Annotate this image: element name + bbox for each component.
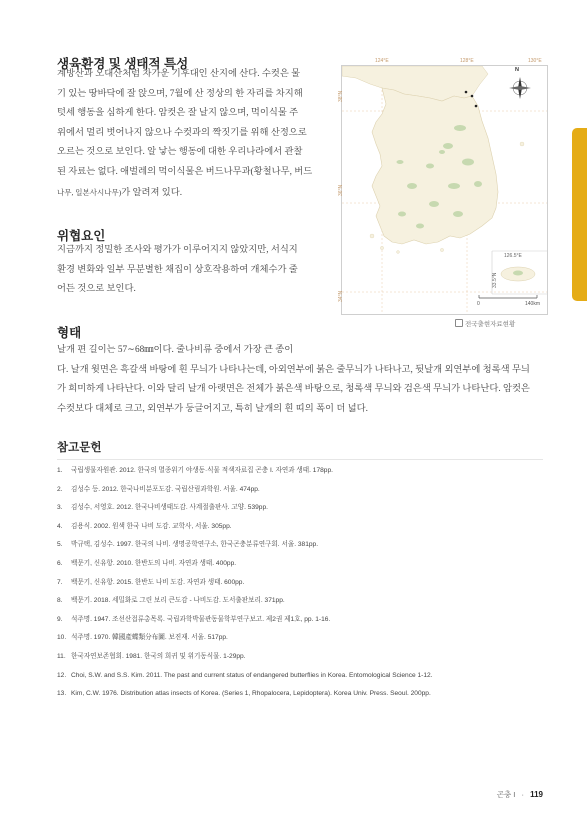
habitat-line (57, 183, 317, 204)
scale-bar (479, 295, 537, 298)
habitat-line: 위에서 멀리 벗어나지 않으나 수컷과의 짝짓기를 위해 산정으로 (57, 127, 307, 138)
form-line: 가 희미하게 나타난다. 이와 달리 날개 아랫면은 전체가 붉은색 바탕으로, 청록색 무늬와 검은색 무늬가 나타난다. 암컷은 (57, 384, 530, 395)
reference-item: 4. 김용식. 2002. 원색 한국 나비 도감. 교학사, 서울. 305pp. (57, 522, 232, 530)
threat-line: 환경 변화와 일부 무분별한 채집이 상호작용하여 개체수가 줄 (57, 264, 298, 275)
south-korea-region (372, 88, 498, 244)
north-label: N (515, 67, 519, 73)
occurrence-point (475, 105, 478, 108)
chapter-tab (572, 128, 587, 301)
host-plants-note: 나무, 일본사시나무) (57, 187, 122, 197)
reference-item: 9. 석주명. 1947. 조선산접류총목록. 국립과학박물관동물학부연구보고. 제2권 제1호, pp. 1-16. (57, 615, 331, 623)
reference-item: 6. 백문기, 신유항. 2010. 한반도의 나비. 자연과 생태. 400pp. (57, 559, 237, 567)
source-icon (455, 319, 463, 327)
lat-label: 38°N (338, 90, 344, 102)
lat-label: 34°N (338, 290, 344, 302)
threat-line: 지금까지 정밀한 조사와 평가가 이루어지지 않았지만, 서식지 (57, 245, 298, 255)
occurrence-point (471, 95, 474, 98)
lon-label: 128°E (460, 58, 474, 64)
reference-item: 10. 석주명. 1970. 韓國產蝶類分布圖. 보진재. 서울. 517pp. (57, 634, 228, 642)
form-line: 다. 날개 윗면은 흑갈색 바탕에 흰 무늬가 나타나는데, 아외연부에 붉은 줄무늬가 나타나고, 뒷날개 외연부에 청록색 무늬 (57, 364, 530, 375)
habitat-line: 기 있는 땅바닥에 잘 앉으며, 7월에 산 정상의 한 자리를 차지해 (57, 88, 303, 99)
reference-item: 2. 김성수 등. 2012. 한국나비분포도감. 국립산림과학원. 서울. 474pp. (57, 485, 260, 493)
habitat-line: 오르는 것으로 보인다. 알 낳는 행동에 대한 우리나라에서 관찰 (57, 147, 303, 158)
reference-item: 13. Kim, C.W. 1976. Distribution atlas insects of Korea. (Series 1, Rhopalocera, Lepidoptera). Korea Univ. Press. Seoul. 200pp. (57, 690, 431, 698)
map-caption-text: 전국출현자료현황 (465, 321, 516, 328)
lon-label: 130°E (528, 58, 542, 64)
threat-heading: 위협요인 (57, 229, 106, 243)
korea-map-svg (342, 66, 547, 314)
reference-item: 5. 박규택, 김성수. 1997. 한국의 나비. 생명공학연구소, 한국곤충분류연구회. 서울. 381pp. (57, 541, 319, 549)
occurrence-point (465, 91, 468, 94)
reference-item: 7. 백문기, 신유항. 2015. 한반도 나비 도감. 자연과 생태. 600pp. (57, 578, 245, 586)
lat-label: 36°N (338, 184, 344, 196)
map-caption (455, 319, 515, 328)
reference-item: 1. 국립생물자원관. 2012. 한국의 멸종위기 야생동·식물 적색자료집 곤충 I. 자연과 생태. 178pp. (57, 467, 333, 474)
compass-icon (509, 77, 531, 99)
footer-separator: · (521, 790, 524, 799)
habitat-line: 텃세 행동을 심하게 한다. 암컷은 잘 날지 않으며, 먹이식물 주 (57, 108, 299, 119)
references-divider (57, 459, 543, 460)
habitat-line-tail: 가 알려져 있다. (121, 187, 183, 198)
threat-text (57, 241, 317, 300)
habitat-heading: 생육환경 및 생태적 특성 (57, 57, 189, 71)
habitat-line: 된 자료는 없다. 애벌레의 먹이식물은 버드나무과(황철나무, 버드 (57, 166, 313, 177)
reference-item: 8. 백문기. 2018. 세밀화로 그린 보리 큰도감 - 나비도감. 도서출판보리. 371pp. (57, 597, 285, 605)
inset-lat-label: 33.5°N (492, 272, 498, 288)
references-list (57, 462, 433, 704)
footer-section: 곤충 I (496, 790, 516, 799)
inset-lon-label: 126.5°E (504, 253, 522, 259)
lon-label: 124°E (375, 58, 389, 64)
reference-item: 3. 김성수, 서영호. 2012. 한국나비생태도감. 사계절출판사. 고양. 539pp. (57, 504, 268, 512)
reference-item: 11. 한국자연보존협회. 1981. 한국의 희귀 및 위기동식물. 1-29pp. (57, 652, 246, 660)
threat-line: 어든 것으로 보인다. (57, 284, 136, 295)
distribution-map (338, 58, 548, 315)
scale-right-label: 140km (525, 301, 541, 307)
scale-left-label: 0 (477, 301, 480, 307)
habitat-text (57, 65, 317, 203)
references-heading: 참고문헌 (57, 442, 102, 454)
reference-item: 12. Choi, S.W. and S.S. Kim. 2011. The past and current status of endangered butterflies in Korea. Entomological Science 1-12. (57, 671, 433, 679)
habitat-line: 계방산과 오대산처럼 차가운 기후대인 산지에 산다. 수컷은 물 (57, 69, 301, 79)
form-text (57, 341, 547, 419)
page-number: 119 (530, 790, 543, 799)
form-line: 수컷보다 대체로 크고, 외연부가 둥글어지고, 특히 날개의 흰 띠의 폭이 더 넓다. (57, 403, 368, 414)
page-footer (497, 789, 543, 800)
form-heading: 형태 (57, 326, 82, 340)
form-line: 날개 편 길이는 57∼68㎜이다. 줄나비류 중에서 가장 큰 종이 (57, 345, 294, 355)
